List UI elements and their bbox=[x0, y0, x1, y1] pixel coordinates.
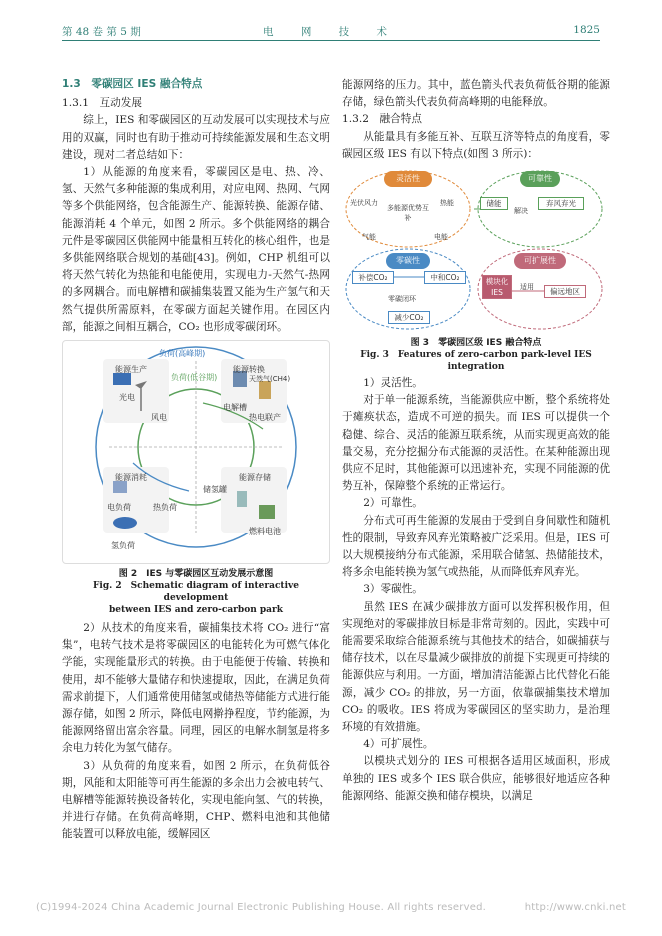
right-column bbox=[342, 77, 610, 805]
peak-load-label: 负荷(高峰期) bbox=[159, 349, 206, 359]
figure-3 bbox=[342, 167, 610, 333]
subsection-title: 1.3.2 融合特点 bbox=[342, 113, 422, 126]
flex-heat-label: 热能 bbox=[440, 199, 454, 208]
rel-curtail-box: 弃风弃光 bbox=[538, 197, 584, 210]
ext-fit-label: 适用 bbox=[520, 283, 534, 292]
section-title: 1.3 零碳园区 IES 融合特点 bbox=[62, 78, 203, 90]
flex-gas-label: 气能 bbox=[362, 233, 376, 242]
page-header bbox=[62, 24, 600, 41]
left-column bbox=[62, 76, 330, 844]
page-footer bbox=[36, 902, 626, 913]
figure-2-caption-en-2: between IES and zero-carbon park bbox=[108, 605, 283, 616]
electrolyzer-label: 电解槽 bbox=[223, 403, 247, 413]
zero-carbon-pill: 零碳性 bbox=[386, 253, 430, 269]
paragraph: 2）从技术的角度来看，碳捕集技术将 CO₂ 进行“富集”，电转气技术是将零碳园区的电能转化为可燃气体化学能，实现能量形式的转换。由于电能便于传输、转换和使用，却不能够大量储存和快速提取，因此，在满足负荷需求前提下，人们通常使用储氢或储热等储能方式进行能源存储，如图 2 所示，降低电网擀挣程度，节约能源，为能源网络留出富余容量。同理，园区的电解水制氢是将多余电力转化为氢气储存。 bbox=[62, 622, 330, 755]
flexibility-pill: 灵活性 bbox=[384, 171, 432, 187]
journal-name: 电 网 技 术 bbox=[262, 26, 399, 38]
heat-load-label: 热负荷 bbox=[153, 503, 177, 513]
conversion-label: 能源转换 bbox=[233, 365, 265, 375]
chp-label: 热电联产 bbox=[249, 413, 281, 423]
figure-2-caption-cn: 图 2 IES 与零碳园区互动发展示意图 bbox=[118, 569, 274, 580]
hydrogen-storage-label: 储氢罐 bbox=[203, 485, 227, 495]
paragraph: 虽然 IES 在减少碳排放方面可以发挥积极作用，但实现绝对的零碳排放目标是非常苛刻的。因此，实践中可能需要采取综合能源系统与其他技术的结合，如碳捕获与储存技术，以在尽量减少碳排放的前提下实现更可持续的能源供应与利用。一方面，增加清洁能源占比代替化石能源，减少 CO₂ 的排放，另一方面，依靠碳捕集技术增加 CO₂ 的吸收。IES 将成为零碳园区的坚实助力，是治理环境的有效措施。 bbox=[342, 600, 610, 734]
elec-load-label: 电负荷 bbox=[107, 503, 131, 513]
hydrogen-load-label: 氢负荷 bbox=[111, 541, 135, 551]
paragraph: 综上，IES 和零碳园区的互动发展可以实现技术与应用的双赢，同时也有助于推动可持续能源发展和生态文明建设，现对二者总结如下： bbox=[62, 114, 330, 161]
storage-label: 能源存储 bbox=[239, 473, 271, 483]
fuel-cell-label: 燃料电池 bbox=[249, 527, 281, 537]
figure-3-diagram bbox=[342, 167, 608, 333]
figure-2-caption-en: Fig. 2 Schematic diagram of interactive development bbox=[93, 581, 299, 604]
ext-module-box: 模块化IES bbox=[482, 275, 512, 299]
valley-load-label: 负荷(低谷期) bbox=[171, 373, 218, 383]
issue-label: 第 48 卷 第 5 期 bbox=[62, 26, 141, 38]
hydrogen-tank-icon bbox=[237, 491, 247, 507]
figure-3-caption-en: Fig. 3 Features of zero-carbon park-level IES integration bbox=[360, 350, 592, 373]
car-icon bbox=[113, 517, 137, 529]
subsection-title: 1.3.1 互动发展 bbox=[62, 97, 142, 110]
copyright-text: (C)1994-2024 China Academic Journal Electronic Publishing House. All rights reserved. bbox=[36, 902, 486, 913]
consumption-label: 能源消耗 bbox=[115, 473, 147, 483]
figure-2 bbox=[62, 340, 330, 564]
reliability-pill: 可靠性 bbox=[520, 171, 560, 187]
wind-label: 风电 bbox=[151, 413, 167, 423]
paragraph: 以模块式划分的 IES 可根据各适用区域面积，形成单独的 IES 或多个 IES 联合供应，能够很好地适应各种能源网络、能源交换和储存模块，以满足 bbox=[342, 755, 610, 802]
zero-reduce-box: 减少CO₂ bbox=[388, 311, 430, 324]
paragraph: 对于单一能源系统，当能源供应中断，整个系统将处于瘫痪状态，造成不可逆的损失。而 IES 可以提供一个稳健、综合、灵活的能源互联系统，从而实现更高效的能量交易，充分挖掘分布式能源的灵活性。在某种能源出现供应不足时，其他能源可以迅速补充，实现不同能源的优势互补，保障整个系统的正常运行。 bbox=[342, 394, 610, 493]
solar-label: 光电 bbox=[119, 393, 135, 403]
rel-solve-label: 解决 bbox=[514, 207, 528, 216]
fuel-cell-icon bbox=[259, 505, 275, 519]
figure-3-caption-cn: 图 3 零碳园区级 IES 融合特点 bbox=[410, 338, 542, 349]
page-number: 1825 bbox=[573, 24, 600, 36]
flex-solar-label: 光伏风力 bbox=[350, 199, 378, 208]
production-label: 能源生产 bbox=[115, 365, 147, 375]
flex-complement-label: 多能源优势互补 bbox=[387, 204, 429, 223]
paragraph: 1）灵活性。 bbox=[363, 377, 423, 390]
paragraph: 4）可扩展性。 bbox=[363, 738, 434, 751]
footer-url[interactable]: http://www.cnki.net bbox=[524, 902, 626, 913]
paragraph: 从能量具有多能互补、互联互济等特点的角度看，零碳园区级 IES 有以下特点(如图 3 所示)： bbox=[342, 130, 610, 160]
paragraph: 3）零碳性。 bbox=[363, 583, 423, 596]
zero-neutral-box: 中和CO₂ bbox=[424, 271, 466, 284]
gas-label: 天然气(CH4) bbox=[249, 375, 291, 384]
zero-supp-box: 补偿CO₂ bbox=[352, 271, 394, 284]
paragraph: 能源网络的压力。其中，蓝色箭头代表负荷低谷期的能源存储，绿色箭头代表负荷高峰期的电能释放。 bbox=[342, 79, 610, 109]
paragraph: 1）从能源的角度来看，零碳园区是电、热、冷、氢、天然气多种能源的集成利用，对应电网、热网、气网等多个供能网络，包含能源生产、能源转换、能源存储、能源消耗 4 个单元，如图 2 所示。多个供能网络的耦合元件是零碳园区供能网中能量相互转化的核心组件，也是多供能网络联合规划的基础[43]。例如，CHP 机组可以将天然气转化为热能和电能使用，实现电力-天然气-热网的多网耦合。而电解槽和碳捕集装置又能为生产氢气和天然气提供所需原料，在零碳方面起关键作用。在园区内部，能源之间相互耦合，CO₂ 也形成零碳闭环。 bbox=[62, 166, 330, 333]
paragraph: 分布式可再生能源的发展由于受到自身间歇性和随机性的限制，导致弃风弃光策略被广泛采用。但是，IES 可以大规模接纳分布式能源，采用联合储氢、热储能技术，将多余电能转换为氢气或热能，从而降低弃风弃光。 bbox=[342, 514, 610, 579]
rel-storage-box: 储能 bbox=[480, 197, 508, 210]
extensibility-pill: 可扩展性 bbox=[514, 253, 566, 269]
flex-elec-label: 电能 bbox=[434, 233, 448, 242]
paragraph: 2）可靠性。 bbox=[363, 497, 423, 510]
paragraph: 3）从负荷的角度来看，如图 2 所示，在负荷低谷期，风能和太阳能等可再生能源的多余出力会被电转气、电解槽等能源转换设备转化，实现电能向氢、气的转换，并进行存储。在负荷高峰期，CHP、燃料电池和其他储能装置可以释放电能，缓解园区 bbox=[62, 759, 330, 841]
zero-loop-label: 零碳闭环 bbox=[388, 295, 416, 304]
ext-remote-box: 偏远地区 bbox=[544, 285, 586, 298]
